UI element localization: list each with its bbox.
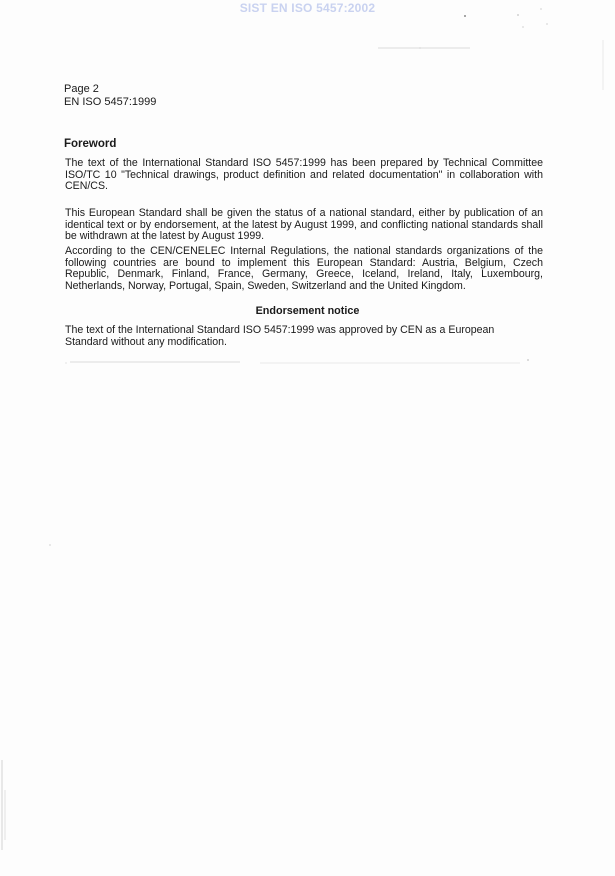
endorsement-heading: Endorsement notice <box>255 305 360 317</box>
foreword-paragraph-3: According to the CEN/CENELEC Internal Regulations, the national standards organizations of the following countries are bound to implement this European Standard: Austria, Belgium, Czech Republic, Denmark, Finland, France, Germany, Greece, Iceland, Ireland, Italy, Luxembourg, Netherlands, Norway, Portugal, Spain, Sweden, Switzerland and the United Kingdom. <box>65 245 543 292</box>
watermark: SIST EN ISO 5457:2002 <box>239 1 376 15</box>
page-header <box>64 83 156 109</box>
foreword-heading: Foreword <box>64 138 117 150</box>
foreword-paragraph-1: The text of the International Standard ISO 5457:1999 has been prepared by Technical Committee ISO/TC 10 "Technical drawings, product definition and related documentation" in collaboration with CEN/CS. <box>65 157 543 193</box>
endorsement-paragraph: The text of the International Standard ISO 5457:1999 was approved by CEN as a European Standard without any modification. <box>65 324 495 348</box>
foreword-paragraph-2: This European Standard shall be given the status of a national standard, either by publication of an identical text or by endorsement, at the latest by August 1999, and conflicting national standards shall be withdrawn at the latest by August 1999. <box>65 207 543 243</box>
document-number: EN ISO 5457:1999 <box>64 96 157 108</box>
page-number: Page 2 <box>64 83 99 95</box>
